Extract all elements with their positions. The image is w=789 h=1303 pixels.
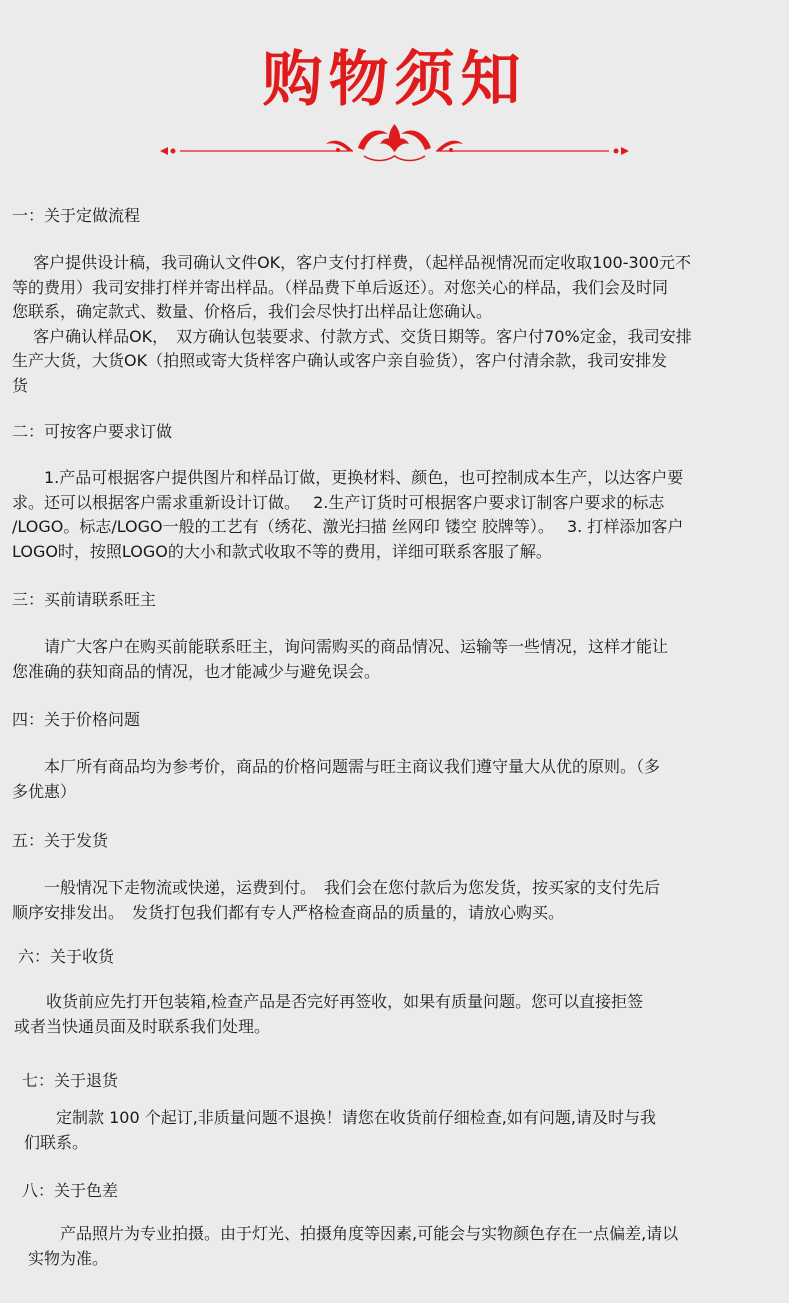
text-line: 们联系。 [24, 1132, 89, 1152]
text-line: 客户确认样品OK， 双方确认包装要求、付款方式、交货日期等。客户付70%定金，我司安排 [12, 326, 692, 346]
text-line: 定制款 100 个起订,非质量问题不退换！请您在收货前仔细检查,如有问题,请及时与我 [24, 1108, 656, 1127]
section-heading-contact-before-buy: 三：买前请联系旺主 [12, 590, 157, 609]
section-heading-price: 四：关于价格问题 [12, 710, 141, 729]
section-heading-custom-order: 二：可按客户要求订做 [12, 422, 173, 441]
text-line: 顺序安排发出。 发货打包我们都有专人严格检查商品的质量的，请放心购买。 [12, 902, 565, 922]
text-line: 或者当快通员面及时联系我们处理。 [14, 1016, 271, 1036]
text-line: 多优惠） [12, 781, 77, 801]
text-line: 求。还可以根据客户需求重新设计订做。 2.生产订货时可根据客户要求订制客户要求的标志 [12, 492, 665, 512]
section-body-custom-process [12, 251, 782, 398]
section-body-color-difference [28, 1222, 789, 1271]
text-line: 一般情况下走物流或快递，运费到付。 我们会在您付款后为您发货，按买家的支付先后 [12, 878, 661, 897]
text-line: 您准确的获知商品的情况，也才能减少与避免误会。 [12, 661, 381, 681]
section-body-receiving [14, 990, 784, 1039]
section-body-custom-order [12, 466, 782, 564]
text-line: 您联系，确定款式、数量、价格后，我们会尽快打出样品让您确认。 [12, 302, 493, 321]
page-title: 购物须知 [262, 45, 527, 115]
text-line: 产品照片为专业拍摄。由于灯光、拍摄角度等因素,可能会与实物颜色存在一点偏差,请以 [28, 1224, 679, 1243]
text-line: 请广大客户在购买前能联系旺主，询问需购买的商品情况、运输等一些情况，这样才能让 [12, 637, 669, 656]
section-body-contact-before-buy [12, 635, 782, 684]
section-body-returns [24, 1106, 789, 1155]
text-line: LOGO时，按照LOGO的大小和款式收取不等的费用，详细可联系客服了解。 [12, 541, 552, 561]
text-line: 1.产品可根据客户提供图片和样品订做，更换材料、颜色，也可控制成本生产，以达客户要 [12, 468, 684, 487]
text-line: 实物为准。 [28, 1248, 109, 1268]
section-heading-color-difference: 八：关于色差 [22, 1181, 119, 1200]
section-heading-shipping: 五：关于发货 [12, 831, 109, 850]
text-line: 客户提供设计稿，我司确认文件OK，客户支付打样费，（起样品视情况而定收取100-300元不 [12, 253, 692, 272]
section-body-shipping [12, 876, 782, 925]
text-line: 等的费用）我司安排打样并寄出样品。（样品费下单后返还）。对您关心的样品，我们会及时同 [12, 277, 669, 297]
text-line: /LOGO。标志/LOGO一般的工艺有（绣花、激光扫描 丝网印 镂空 胶牌等）。 3. 打样添加客户 [12, 517, 684, 536]
text-line: 本厂所有商品均为参考价，商品的价格问题需与旺主商议我们遵守量大从优的原则。（多 [12, 757, 661, 776]
decorative-divider-ornament [158, 120, 631, 164]
text-line: 货 [12, 375, 29, 395]
section-body-price [12, 755, 782, 804]
section-heading-returns: 七：关于退货 [22, 1071, 119, 1090]
section-heading-custom-process: 一：关于定做流程 [12, 206, 141, 225]
section-heading-receiving: 六：关于收货 [18, 947, 115, 966]
text-line: 生产大货，大货OK（拍照或寄大货样客户确认或客户亲自验货），客户付清余款，我司安排发 [12, 351, 668, 370]
text-line: 收货前应先打开包装箱,检查产品是否完好再签收，如果有质量问题。您可以直接拒签 [14, 992, 644, 1011]
